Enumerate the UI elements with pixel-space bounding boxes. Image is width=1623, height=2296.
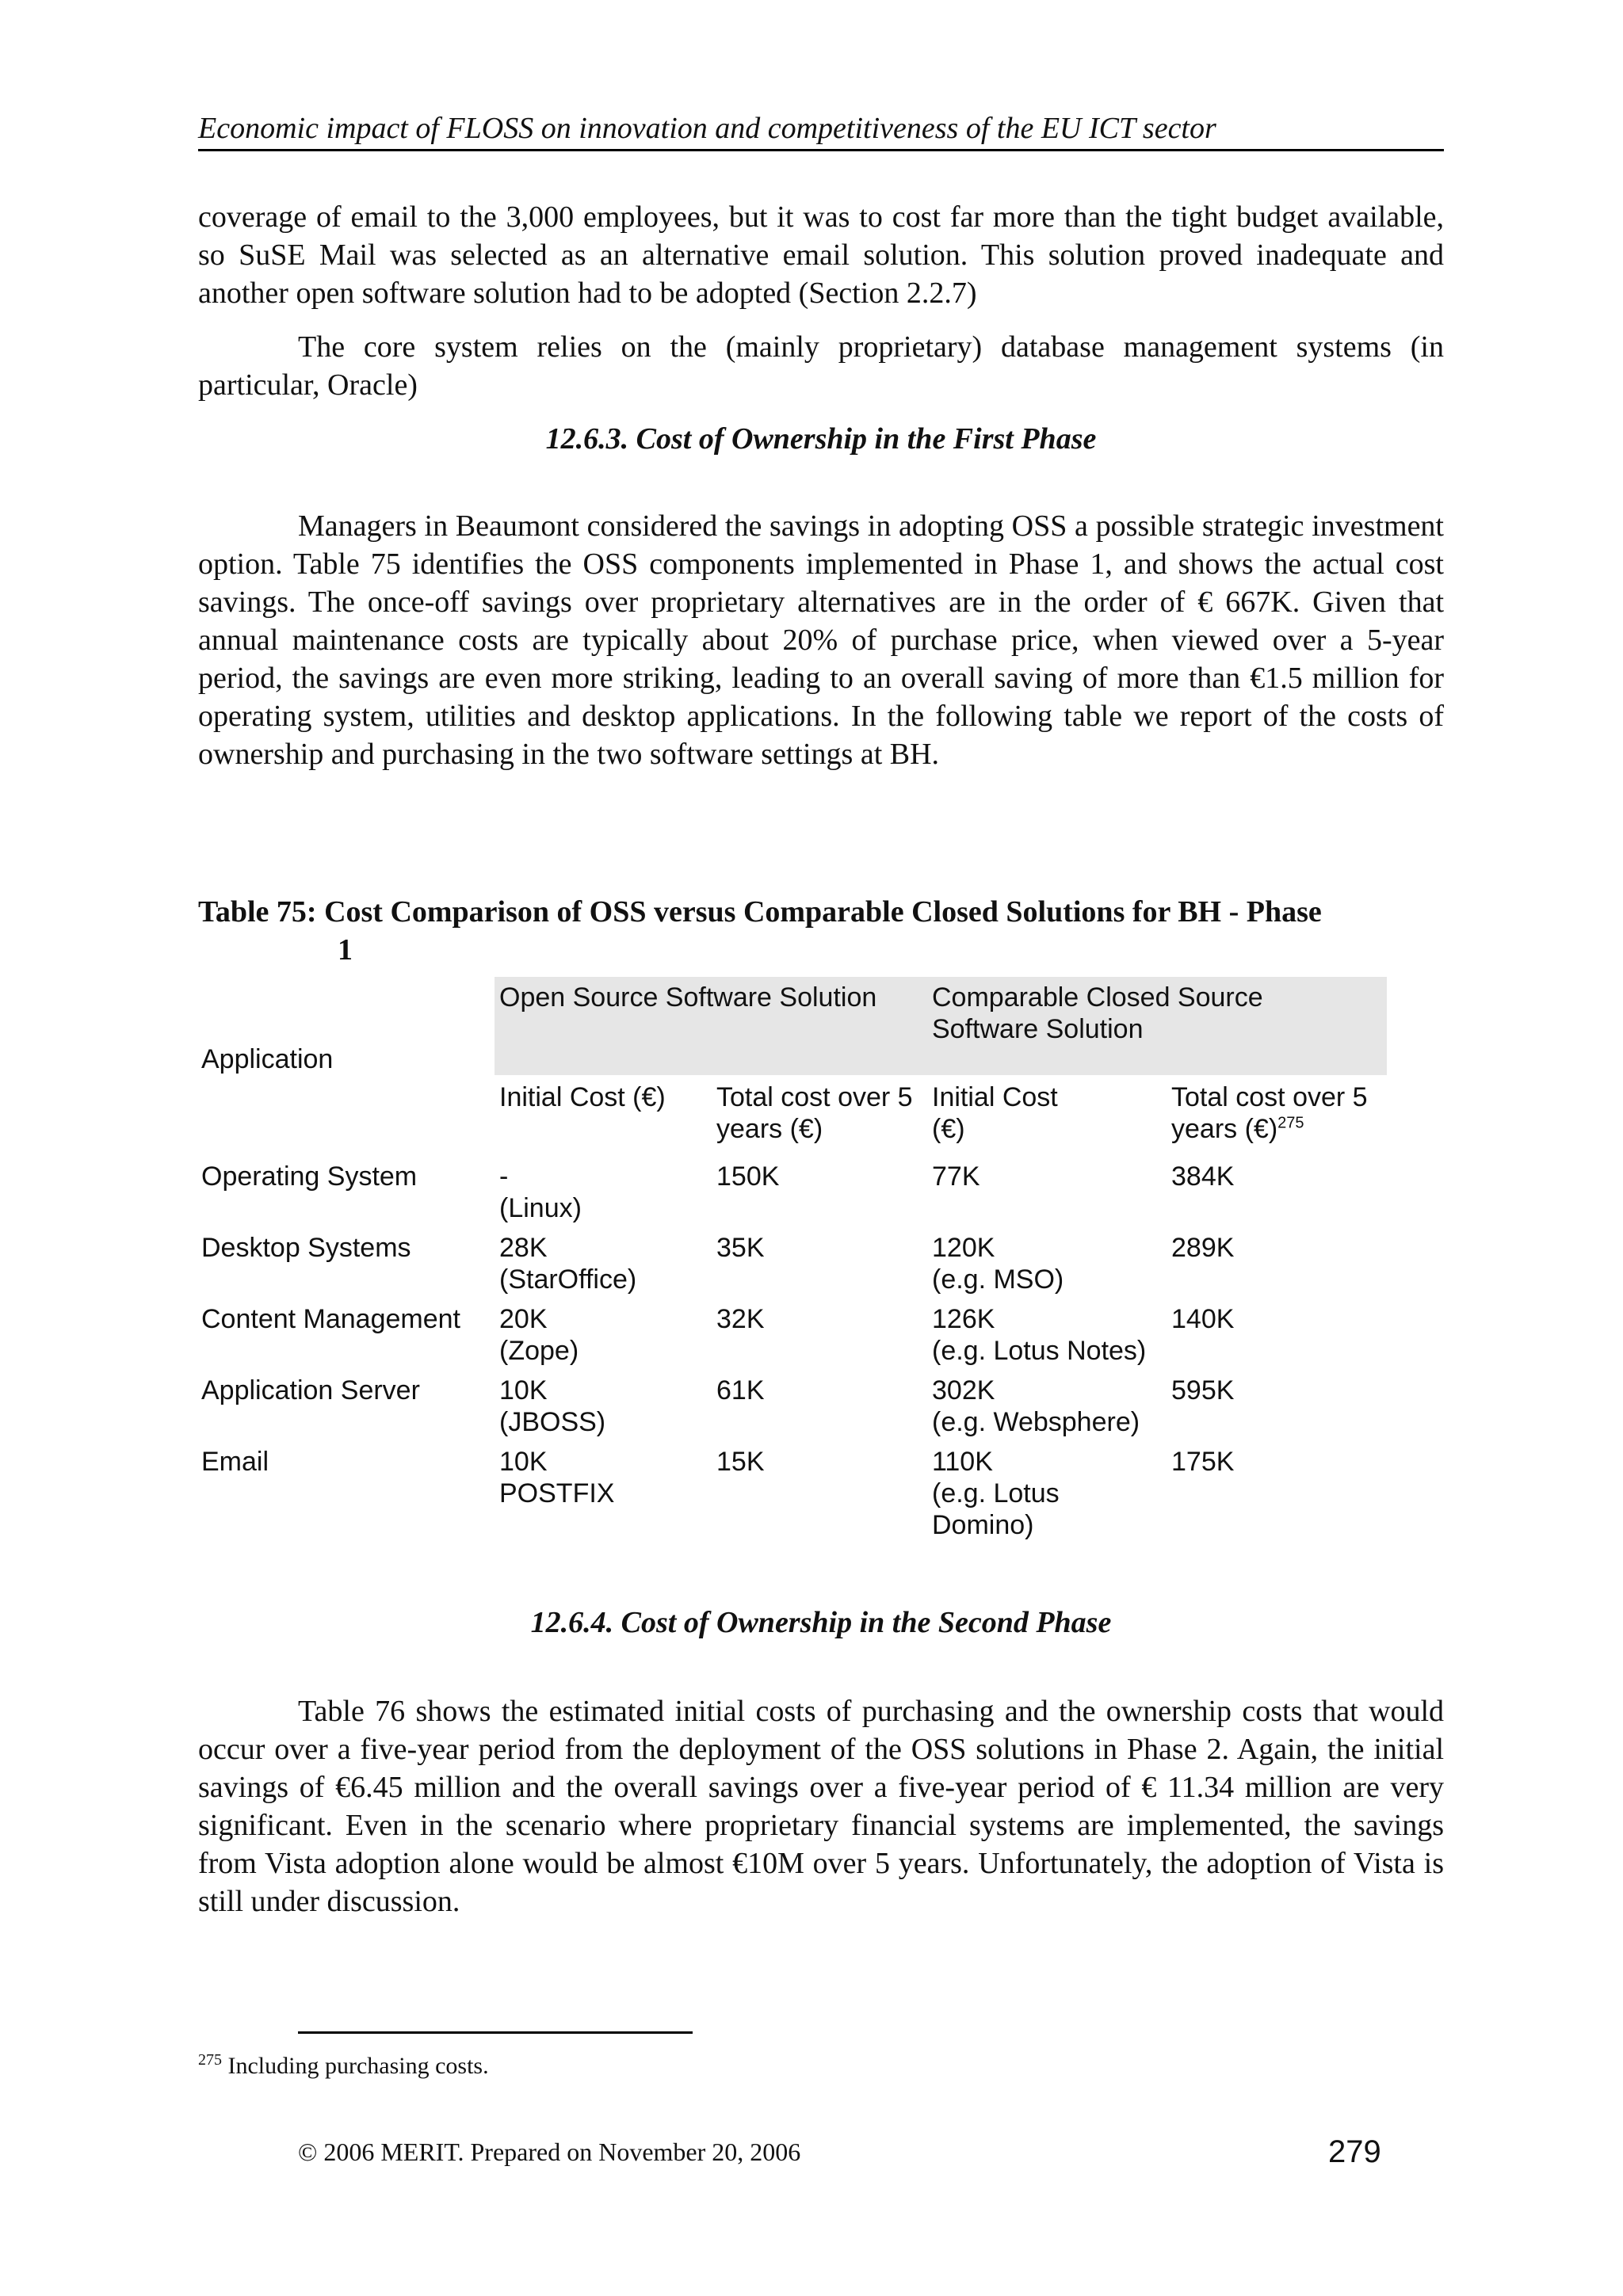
column-header-application: Application [201, 1044, 334, 1074]
table-caption [198, 893, 1444, 969]
subheader-closed-total-line2 [1171, 1113, 1304, 1145]
subheader-closed-initial-line1: Initial Cost [932, 1082, 1058, 1112]
row-closed-total: 595K [1171, 1375, 1235, 1405]
footnote-text: Including purchasing costs. [227, 2053, 489, 2079]
row-closed-total: 140K [1171, 1304, 1235, 1334]
copyright-footer: © 2006 MERIT. Prepared on November 20, 2006 [298, 2138, 801, 2166]
running-header: Economic impact of FLOSS on innovation and competitiveness of the EU ICT sector [198, 108, 1444, 151]
row-application: Desktop Systems [201, 1233, 411, 1263]
row-oss-initial: - [499, 1161, 509, 1192]
paragraph-savings-first-phase: Managers in Beaumont considered the savings in adopting OSS a possible strategic investment option. Table 75 identifies the OSS components implemented in Phase 1, and shows the actual cost savings. The once-off savings over proprietary alternatives are in the order of € 667K. Given that annual maintenance costs are typically about 20% of purchase price, when viewed over a 5-year period, the savings are even more striking, leading to an overall saving of more than €1.5 million for operating system, utilities and desktop applications. In the following table we report of the costs of ownership and purchasing in the two software settings at BH. [198, 509, 1444, 771]
table-caption-number: 1 [338, 933, 353, 967]
row-oss-product: (Linux) [499, 1193, 582, 1223]
subheader-closed-total-text: years (€) [1171, 1114, 1278, 1144]
section-heading-second-phase: 12.6.4. Cost of Ownership in the Second Phase [530, 1606, 1112, 1639]
row-oss-product: (StarOffice) [499, 1264, 637, 1295]
group-header-closed-source-line2: Software Solution [932, 1014, 1144, 1044]
subheader-oss-initial-cost: Initial Cost (€) [499, 1082, 666, 1112]
row-closed-total: 289K [1171, 1233, 1235, 1263]
row-oss-total: 15K [716, 1447, 765, 1477]
row-oss-initial: 20K [499, 1304, 548, 1334]
footnote-number: 275 [198, 2051, 222, 2069]
row-closed-initial: 110K [932, 1447, 993, 1477]
footnote-separator [298, 2031, 693, 2034]
row-application: Application Server [201, 1375, 420, 1405]
page-number: 279 [1328, 2134, 1381, 2169]
row-closed-total: 384K [1171, 1161, 1235, 1192]
paragraph-core-system: The core system relies on the (mainly proprietary) database management systems (in particular, Oracle) [198, 330, 1444, 402]
row-application: Content Management [201, 1304, 460, 1334]
subheader-closed-total-line1: Total cost over 5 [1171, 1082, 1368, 1112]
row-application: Email [201, 1447, 269, 1477]
row-application: Operating System [201, 1161, 418, 1192]
row-closed-product: (e.g. Websphere) [932, 1407, 1140, 1437]
subheader-closed-initial-line2: (€) [932, 1114, 965, 1144]
table-caption-text: Table 75: Cost Comparison of OSS versus Comparable Closed Solutions for BH - Phase [198, 895, 1322, 929]
row-oss-product: POSTFIX [499, 1478, 615, 1508]
footnote-reference: 275 [1277, 1114, 1304, 1132]
row-closed-initial: 120K [932, 1233, 995, 1263]
subheader-oss-total-line1: Total cost over 5 [716, 1082, 913, 1112]
group-header-open-source: Open Source Software Solution [499, 982, 877, 1013]
footnote [198, 2050, 489, 2082]
row-oss-total: 32K [716, 1304, 765, 1334]
row-closed-initial: 302K [932, 1375, 995, 1405]
row-oss-initial: 10K [499, 1447, 548, 1477]
row-closed-product-line2: Domino) [932, 1510, 1034, 1540]
row-oss-initial: 10K [499, 1375, 548, 1405]
group-header-closed-source-line1: Comparable Closed Source [932, 982, 1263, 1013]
row-oss-total: 61K [716, 1375, 765, 1405]
paragraph-email-coverage: coverage of email to the 3,000 employees, but it was to cost far more than the tight budget available, so SuSE Mail was selected as an alternative email solution. This solution proved inadequate and another open software solution had to be adopted (Section 2.2.7) [198, 200, 1444, 310]
row-closed-product: (e.g. Lotus [932, 1478, 1060, 1508]
row-closed-product: (e.g. MSO) [932, 1264, 1064, 1295]
row-closed-total: 175K [1171, 1447, 1235, 1477]
row-closed-initial: 126K [932, 1304, 995, 1334]
row-oss-product: (JBOSS) [499, 1407, 606, 1437]
row-closed-initial: 77K [932, 1161, 980, 1192]
paragraph-second-phase: Table 76 shows the estimated initial costs of purchasing and the ownership costs that would occur over a five-year period from the deployment of the OSS solutions in Phase 2. Again, the initial savings of €6.45 million and the overall savings over a five-year period of € 11.34 million are very significant. Even in the scenario where proprietary financial systems are implemented, the savings from Vista adoption alone would be almost €10M over 5 years. Unfortunately, the adoption of Vista is still under discussion. [198, 1695, 1444, 1918]
row-oss-total: 35K [716, 1233, 765, 1263]
row-oss-initial: 28K [499, 1233, 548, 1263]
section-heading-first-phase: 12.6.3. Cost of Ownership in the First Phase [545, 422, 1097, 456]
row-oss-total: 150K [716, 1161, 780, 1192]
row-oss-product: (Zope) [499, 1336, 579, 1366]
subheader-oss-total-line2: years (€) [716, 1114, 823, 1144]
row-closed-product: (e.g. Lotus Notes) [932, 1336, 1147, 1366]
